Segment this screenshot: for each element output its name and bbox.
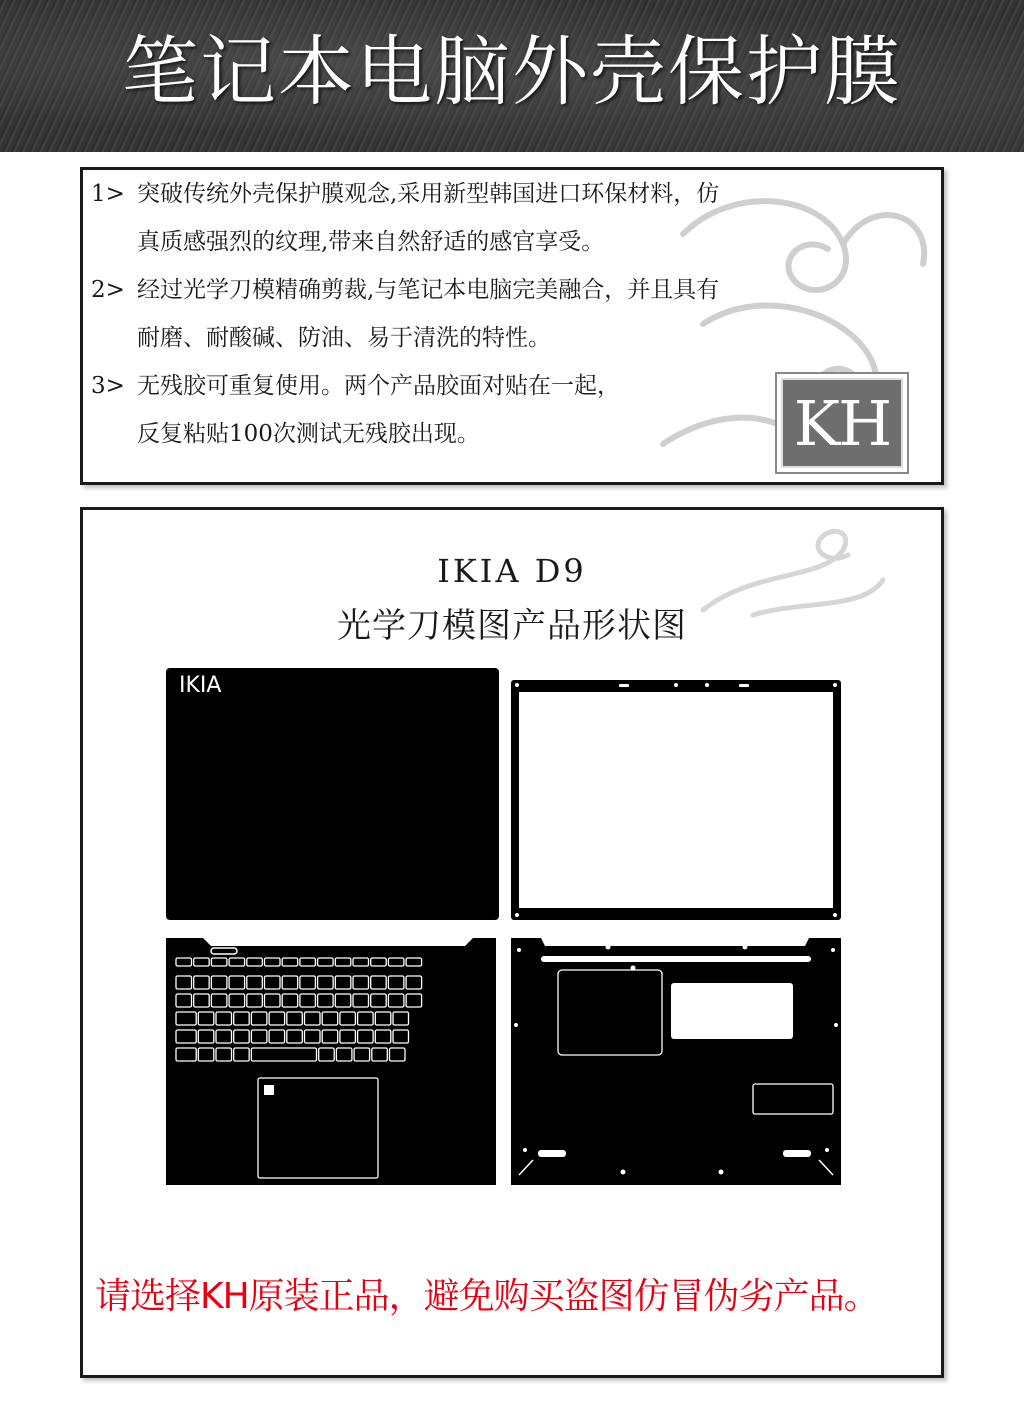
features-box — [80, 167, 944, 485]
feature-text: 耐磨、耐酸碱、防油、易于清洗的特性。 — [137, 325, 551, 351]
product-box — [80, 507, 944, 1378]
header-banner — [0, 0, 1024, 152]
feature-number: 1> — [91, 181, 125, 207]
bottom-panel — [511, 938, 841, 1185]
lid-panel — [166, 668, 499, 920]
product-subtitle: 光学刀模图产品形状图 — [337, 606, 687, 646]
feature-text: 无残胶可重复使用。两个产品胶面对贴在一起， — [137, 373, 620, 399]
feature-text: 反复粘贴100次测试无残胶出现。 — [137, 421, 480, 447]
kh-logo-text: KH — [781, 378, 903, 468]
feature-text: 经过光学刀模精确剪裁,与笔记本电脑完美融合，并且具有 — [137, 277, 720, 303]
product-model: IKIA D9 — [437, 552, 587, 590]
feature-text: 真质感强烈的纹理,带来自然舒适的感官享受。 — [137, 229, 605, 255]
feature-text: 突破传统外壳保护膜观念,采用新型韩国进口环保材料，仿 — [137, 181, 720, 207]
kh-logo — [775, 372, 909, 474]
feature-1 — [91, 170, 719, 266]
feature-3 — [91, 362, 620, 458]
warning-notice: 请选择KH原装正品，避免购买盗图仿冒伪劣产品。 — [95, 1276, 879, 1317]
bezel-panel — [511, 680, 841, 920]
feature-2 — [91, 266, 719, 362]
banner-title: 笔记本电脑外壳保护膜 — [122, 27, 902, 116]
feature-number: 2> — [91, 277, 125, 303]
keyboard-panel — [166, 938, 496, 1185]
lid-brand-label: IKIA — [179, 673, 222, 698]
die-cut-diagram — [83, 510, 941, 1375]
feature-number: 3> — [91, 373, 125, 399]
